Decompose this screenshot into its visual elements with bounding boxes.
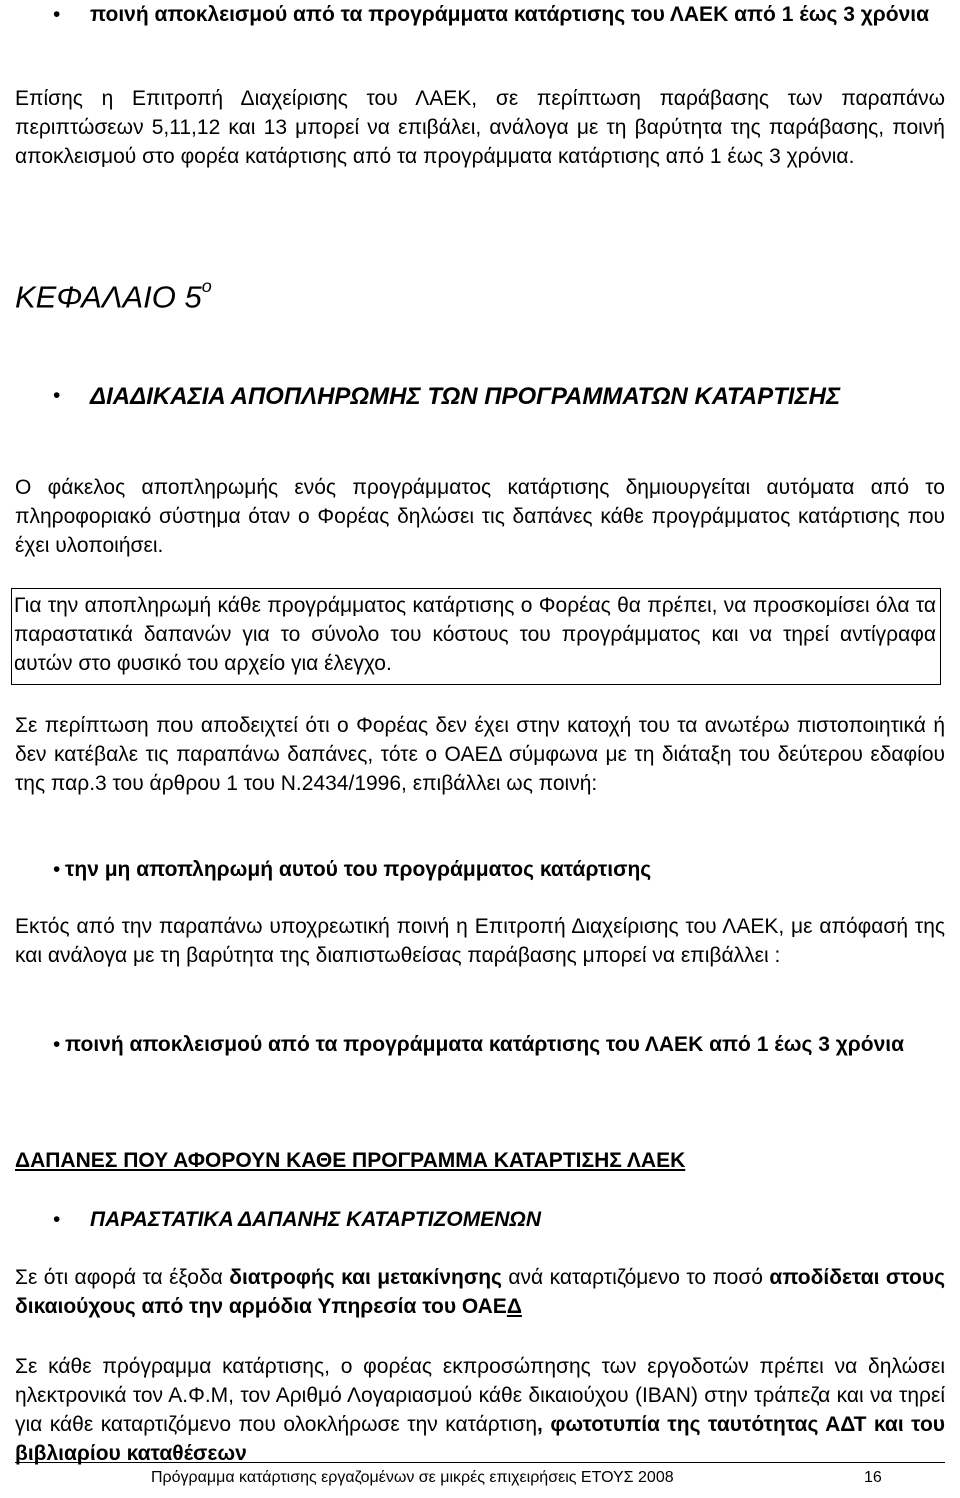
bullet-exclusion xyxy=(15,1030,945,1059)
bullet-text: ποινή αποκλεισμού από τα προγράμματα κατάρτισης του ΛΑΕΚ από 1 έως 3 χρόνια xyxy=(65,1033,905,1056)
paragraph-payment-file xyxy=(15,473,945,560)
bullet-text: την μη αποπληρωμή αυτού του προγράμματος κατάρτισης xyxy=(65,858,652,881)
text-run: Σε κάθε πρόγραμμα κατάρτισης, ο φορέας εκπροσώπησης των εργοδοτών πρέπει να δηλώσει ηλεκτρονικά τον Α.Φ.Μ, τον Αριθμό Λογαριασμού κάθε δικαιούχου (IBAN) στην τράπεζα και να τηρεί για κάθε καταρτιζόμενο που ολοκλήρωσε την κατάρτιση xyxy=(15,1355,945,1436)
bullet-penalty-top xyxy=(15,0,960,29)
section-title: • ΔΙΑΔΙΚΑΣΙΑ ΑΠΟΠΛΗΡΩΜΗΣ ΤΩΝ ΠΡΟΓΡΑΜΜΑΤΩΝ ΚΑΤΑΡΤΙΣΗΣ xyxy=(90,383,841,410)
text-run-bold: αποδίδεται στους δικαιούχους από την αρμόδια Υπηρεσία του ΟΑΕ xyxy=(15,1266,945,1318)
footer-text: Πρόγραμμα κατάρτισης εργαζομένων σε μικρές επιχειρήσεις ΕΤΟΥΣ 2008 xyxy=(151,1469,674,1486)
paragraph-text: Επίσης η Επιτροπή Διαχείρισης του ΛΑΕΚ, σε περίπτωση παράβασης των παραπάνω περιπτώσεων 5,11,12 και 13 μπορεί να επιβάλει, ανάλογα με τη βαρύτητα της παράβασης, ποινή αποκλεισμού στο φορέα κατάρτισης από τα προγράμματα κατάρτισης από 1 έως 3 χρόνια. xyxy=(15,87,945,168)
text-run: Σε ότι αφορά τα έξοδα xyxy=(15,1266,230,1289)
text-run-bold: , φωτοτυπία της ταυτότητας ΑΔΤ και του βιβλιαρίου καταθέσεων xyxy=(15,1413,945,1465)
page-footer xyxy=(15,1462,945,1486)
chapter-heading xyxy=(15,270,212,317)
chapter-superscript: ο xyxy=(201,276,212,296)
paragraph-penalty xyxy=(15,84,945,171)
bullet-trainee-documents xyxy=(15,1205,960,1234)
chapter-title: ΚΕΦΑΛΑΙΟ 5 xyxy=(15,279,202,315)
paragraph-meals-transport xyxy=(15,1263,945,1321)
paragraph-text: Για την αποπληρωμή κάθε προγράμματος κατάρτισης ο Φορέας θα πρέπει, να προσκομίσει όλα τα παραστατικά δαπανών για το σύνολο του κόστους του προγράμματος και να τηρεί αντίγραφα αυτών στο φυσικό του αρχείο για έλεγχο. xyxy=(14,594,936,675)
text-run: ανά καταρτιζόμενο το ποσό xyxy=(501,1266,770,1289)
paragraph-text: Σε περίπτωση που αποδειχτεί ότι ο Φορέας δεν έχει στην κατοχή του τα ανωτέρω πιστοποιητικά ή δεν κατέβαλε τις παραπάνω δαπάνες, τότε ο ΟΑΕΔ σύμφωνα με τη διάταξη του δεύτερου εδαφίου της παρ.3 του άρθρου 1 του Ν.2434/1996, επιβάλλει ως ποινή: xyxy=(15,714,945,795)
page-number: 16 xyxy=(864,1469,882,1486)
bullet-section-heading xyxy=(15,381,945,413)
bullet-text: ΠΑΡΑΣΤΑΤΙΚΑ ΔΑΠΑΝΗΣ ΚΑΤΑΡΤΙΖΟΜΕΝΩΝ xyxy=(90,1208,541,1231)
paragraph-iban xyxy=(15,1352,945,1468)
expenses-heading: ΔΑΠΑΝΕΣ ΠΟΥ ΑΦΟΡΟΥΝ ΚΑΘΕ ΠΡΟΓΡΑΜΜΑ ΚΑΤΑΡΤΙΣΗΣ ΛΑΕΚ xyxy=(15,1149,686,1172)
bullet-no-payment xyxy=(15,855,945,884)
paragraph-documents-boxed xyxy=(11,588,941,685)
bullet-text: ποινή αποκλεισμού από τα προγράμματα κατάρτισης του ΛΑΕΚ από 1 έως 3 χρόνια xyxy=(90,3,930,26)
paragraph-text: Εκτός από την παραπάνω υποχρεωτική ποινή η Επιτροπή Διαχείρισης του ΛΑΕΚ, με απόφασή της και ανάλογα με τη βαρύτητα της διαπιστωθείσας παράβασης μπορεί να επιβάλλει : xyxy=(15,915,945,967)
paragraph-penalty-oaed xyxy=(15,711,945,798)
paragraph-text: Ο φάκελος αποπληρωμής ενός προγράμματος κατάρτισης δημιουργείται αυτόματα από το πληροφοριακό σύστημα όταν ο Φορέας δηλώσει τις δαπάνες κάθε προγράμματος κατάρτισης που έχει υλοποιήσει. xyxy=(15,476,945,557)
paragraph-additional-penalty xyxy=(15,912,945,970)
text-run-bold-underline: Δ xyxy=(506,1295,522,1318)
text-run-bold: διατροφής και μετακίνησης xyxy=(229,1266,502,1289)
